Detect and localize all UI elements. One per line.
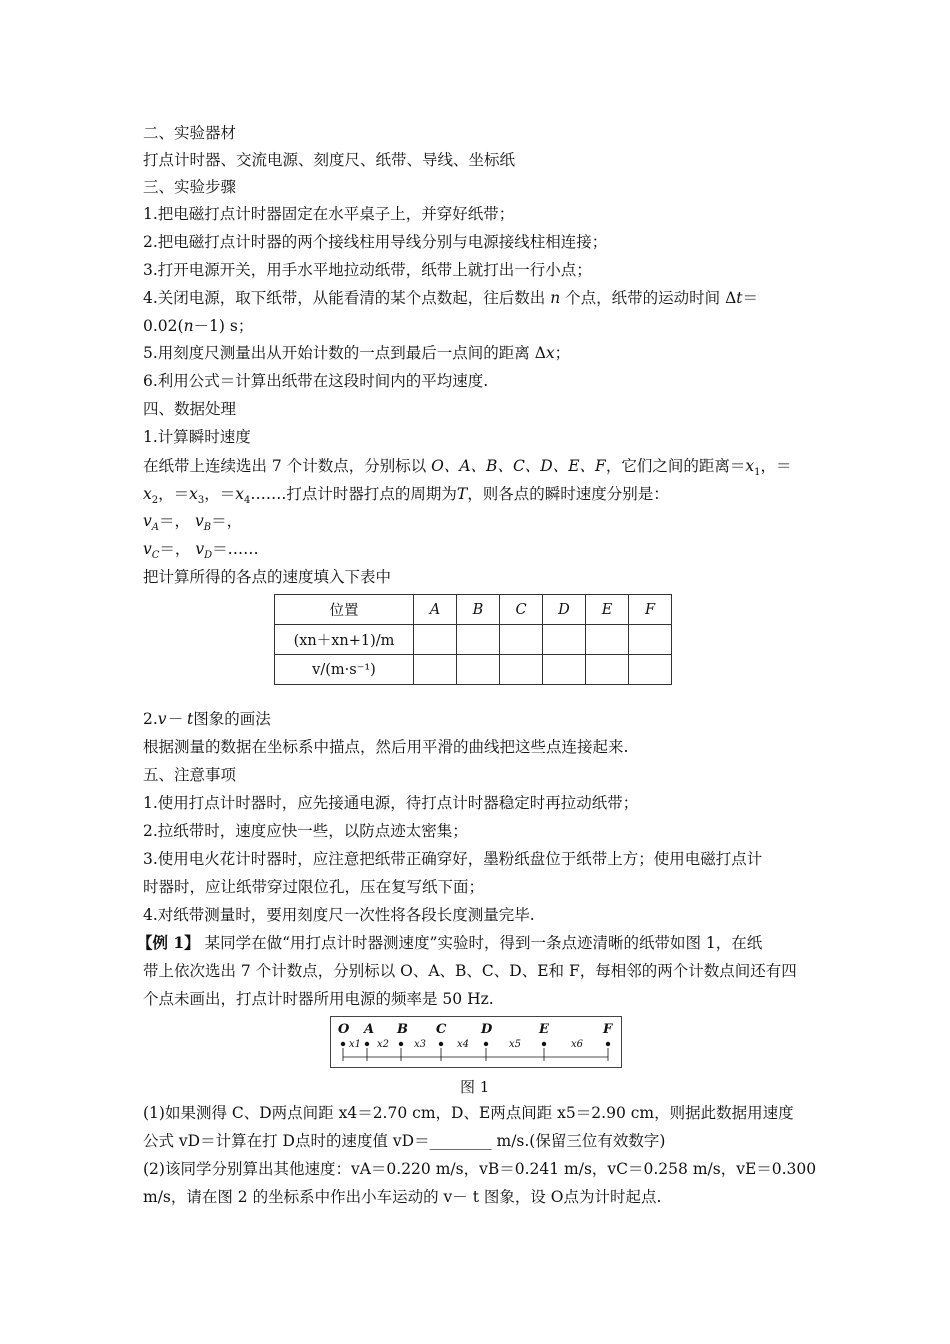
- tape-point-label: E: [539, 1022, 549, 1037]
- data-x4: x: [235, 485, 245, 503]
- note-3-line1: 3.使用电火花计时器时，应注意把纸带正确穿好，墨粉纸盘位于纸带上方；使用电磁打点计: [143, 850, 763, 868]
- equipment-list: 打点计时器、交流电源、刻度尺、纸带、导线、坐标纸: [143, 151, 516, 169]
- step-4-text-e: －1) s；: [193, 317, 254, 335]
- table-cell: [543, 655, 586, 685]
- data-x3: x: [189, 485, 198, 503]
- tape-segment-label: x4: [457, 1039, 470, 1050]
- section-heading-equipment: 二、实验器材: [143, 124, 237, 142]
- paper-tape-figure: [330, 1016, 622, 1068]
- example-line3: 个点未画出，打点计时器所用电源的频率是 50 Hz.: [143, 990, 494, 1008]
- vt-heading: [143, 708, 271, 730]
- data-line2: $x_2$，$=x_3$，$=x_4\dots\dots$.打点计时器打点的周期为T，则各点的瞬时速度分别是：: [143, 485, 669, 507]
- step-4-line2: [143, 315, 253, 337]
- vt-heading-symbol: v－ t: [157, 710, 194, 728]
- example-line1: [137, 932, 762, 954]
- table-header-cell: D: [543, 595, 586, 625]
- velocity-table: [274, 594, 672, 685]
- tape-point-label: O: [338, 1022, 350, 1037]
- data-text-c: ，＝: [760, 457, 792, 475]
- table-cell: [586, 655, 629, 685]
- vt-heading-num: 2.: [143, 710, 158, 728]
- step-4-t: t: [736, 289, 743, 307]
- tape-segment-label: x6: [571, 1039, 584, 1050]
- tape-dot: [399, 1042, 403, 1046]
- table-cell: [543, 625, 586, 655]
- table-intro: 把计算所得的各点的速度填入下表中: [143, 568, 392, 586]
- data-text-b: ，它们之间的距离＝: [605, 457, 746, 475]
- tape-segment-label: x1: [349, 1039, 362, 1050]
- vc-tail: ＝，: [159, 540, 191, 558]
- data-text-f: …….打点计时器打点的周期为: [250, 485, 457, 503]
- data-text-e: ，＝: [204, 485, 236, 503]
- tape-point-label: F: [603, 1022, 613, 1037]
- tape-point-label: D: [481, 1022, 493, 1037]
- example-text-1: 某同学在做“用打点计时器测速度”实验时，得到一条点迹清晰的纸带如图 1，在纸: [204, 934, 763, 952]
- step-5-text-a: 5.用刻度尺测量出从开始计数的一点到最后一点间的距离 Δ: [143, 344, 546, 362]
- vb-tail: ＝，: [211, 512, 243, 530]
- step-4-text-a: 4.关闭电源，取下纸带，从能看清的某个点数起，往后数出: [143, 289, 546, 307]
- table-header-row: [275, 595, 672, 625]
- vd-tail: ＝……: [212, 540, 259, 558]
- figure-caption: 图 1: [460, 1078, 490, 1096]
- tape-dot: [484, 1042, 488, 1046]
- table-cell: [586, 625, 629, 655]
- table-row: [275, 655, 672, 685]
- step-3: 3.打开电源开关，用手水平地拉动纸带，纸带上就打出一行小点；: [143, 261, 592, 279]
- table-header-cell: A: [414, 595, 457, 625]
- section-heading-data: 四、数据处理: [143, 400, 237, 418]
- step-2: 2.把电磁打点计时器的两个接线柱用导线分别与电源接线柱相连接；: [143, 233, 608, 251]
- vt-body: 根据测量的数据在坐标系中描点，然后用平滑的曲线把这些点连接起来.: [143, 738, 629, 756]
- table-row: [275, 625, 672, 655]
- table-cell: [414, 655, 457, 685]
- table-header-cell: F: [629, 595, 672, 625]
- note-1: 1.使用打点计时器时，应先接通电源，待打点计时器稳定时再拉动纸带；: [143, 794, 639, 812]
- step-4-n: n: [550, 289, 561, 307]
- table-row-label: v/(m·s⁻¹): [275, 655, 414, 685]
- step-6: 6.利用公式＝计算出纸带在这段时间内的平均速度.: [143, 372, 489, 390]
- table-cell: [457, 655, 500, 685]
- data-period-T: T: [456, 485, 468, 503]
- tape-dot: [439, 1042, 443, 1046]
- question-1-line1: (1)如果测得 C、D两点间距 x4＝2.70 cm，D、E两点间距 x5＝2.90 cm，则据此数据用速度: [143, 1104, 794, 1122]
- question-2-line2: m/s，请在图 2 的坐标系中作出小车运动的 v－ t 图象，设 O点为计时起点.: [143, 1188, 662, 1206]
- question-1-line2: 公式 vD＝计算在打 D点时的速度值 vD＝________ m/s.(保留三位有效数字): [143, 1132, 666, 1150]
- table-header-cell: B: [457, 595, 500, 625]
- va-tail: ＝，: [159, 512, 191, 530]
- vt-heading-text: 图象的画法: [193, 710, 271, 728]
- step-4-text-c: ＝: [742, 289, 759, 307]
- tape-dot: [365, 1042, 369, 1046]
- va-symbol: v: [143, 512, 152, 530]
- tape-point-label: C: [436, 1022, 447, 1037]
- velocity-cd: $v_C=$， $v_D=\dots\dots$: [143, 540, 259, 562]
- table-cell: [629, 625, 672, 655]
- vc-symbol: v: [143, 540, 152, 558]
- tape-point-label: A: [364, 1022, 375, 1037]
- data-x2: x: [143, 485, 152, 503]
- paper-tape-drawing: [331, 1017, 621, 1067]
- question-2-line1: (2)该同学分别算出其他速度：vA＝0.220 m/s，vB＝0.241 m/s，vC＝0.258 m/s，vE＝0.300: [143, 1160, 817, 1178]
- tape-dot: [606, 1042, 610, 1046]
- step-4-text-d: 0.02(: [143, 317, 184, 335]
- table-header-cell: 位置: [275, 595, 414, 625]
- data-text-d: ，＝: [158, 485, 190, 503]
- tape-dot: [341, 1042, 345, 1046]
- step-4-n2: n: [183, 317, 194, 335]
- step-5: [143, 342, 570, 364]
- table-cell: [414, 625, 457, 655]
- tape-point-label: B: [397, 1022, 408, 1037]
- data-line1: 在纸带上连续选出 7 个计数点，分别标以 O、A、B、C、D、E、F，它们之间的距离$=x_1$，＝: [143, 457, 792, 479]
- vb-symbol: v: [194, 512, 204, 530]
- table-row-label: (xn＋xn+1)/m: [275, 625, 414, 655]
- table-header-cell: E: [586, 595, 629, 625]
- tape-segment-label: x2: [377, 1039, 390, 1050]
- example-line2: 带上依次选出 7 个计数点，分别标以 O、A、B、C、D、E和 F，每相邻的两个计数点间还有四: [143, 962, 797, 980]
- table-cell: [629, 655, 672, 685]
- vd-symbol: v: [195, 540, 205, 558]
- table-cell: [500, 655, 543, 685]
- step-4-line1: [143, 287, 758, 309]
- data-x1: x: [745, 457, 755, 475]
- data-subheading-velocity: 1.计算瞬时速度: [143, 428, 251, 446]
- data-points: O、A、B、C、D、E、F: [431, 457, 606, 475]
- data-text-a: 在纸带上连续选出 7 个计数点，分别标以: [143, 457, 427, 475]
- tape-segment-label: x5: [509, 1039, 522, 1050]
- table-cell: [457, 625, 500, 655]
- table-header-cell: C: [500, 595, 543, 625]
- note-4: 4.对纸带测量时，要用刻度尺一次性将各段长度测量完毕.: [143, 906, 535, 924]
- tape-dot: [542, 1042, 546, 1046]
- section-heading-notes: 五、注意事项: [143, 766, 237, 784]
- step-5-x: x: [545, 344, 555, 362]
- example-tag: 【例 1】: [137, 933, 200, 952]
- step-5-text-b: ；: [554, 344, 571, 362]
- note-2: 2.拉纸带时，速度应快一些，以防点迹太密集；: [143, 822, 468, 840]
- step-4-text-b: 个点，纸带的运动时间 Δ: [565, 289, 737, 307]
- section-heading-steps: 三、实验步骤: [143, 178, 237, 196]
- tape-segment-label: x3: [414, 1039, 427, 1050]
- table-cell: [500, 625, 543, 655]
- note-3-line2: 时器时，应让纸带穿过限位孔，压在复写纸下面；: [143, 878, 485, 896]
- step-1: 1.把电磁打点计时器固定在水平桌子上，并穿好纸带；: [143, 205, 515, 223]
- data-text-g: ，则各点的瞬时速度分别是：: [467, 485, 669, 503]
- velocity-ab: $v_A=$， $v_B=$，: [143, 512, 243, 534]
